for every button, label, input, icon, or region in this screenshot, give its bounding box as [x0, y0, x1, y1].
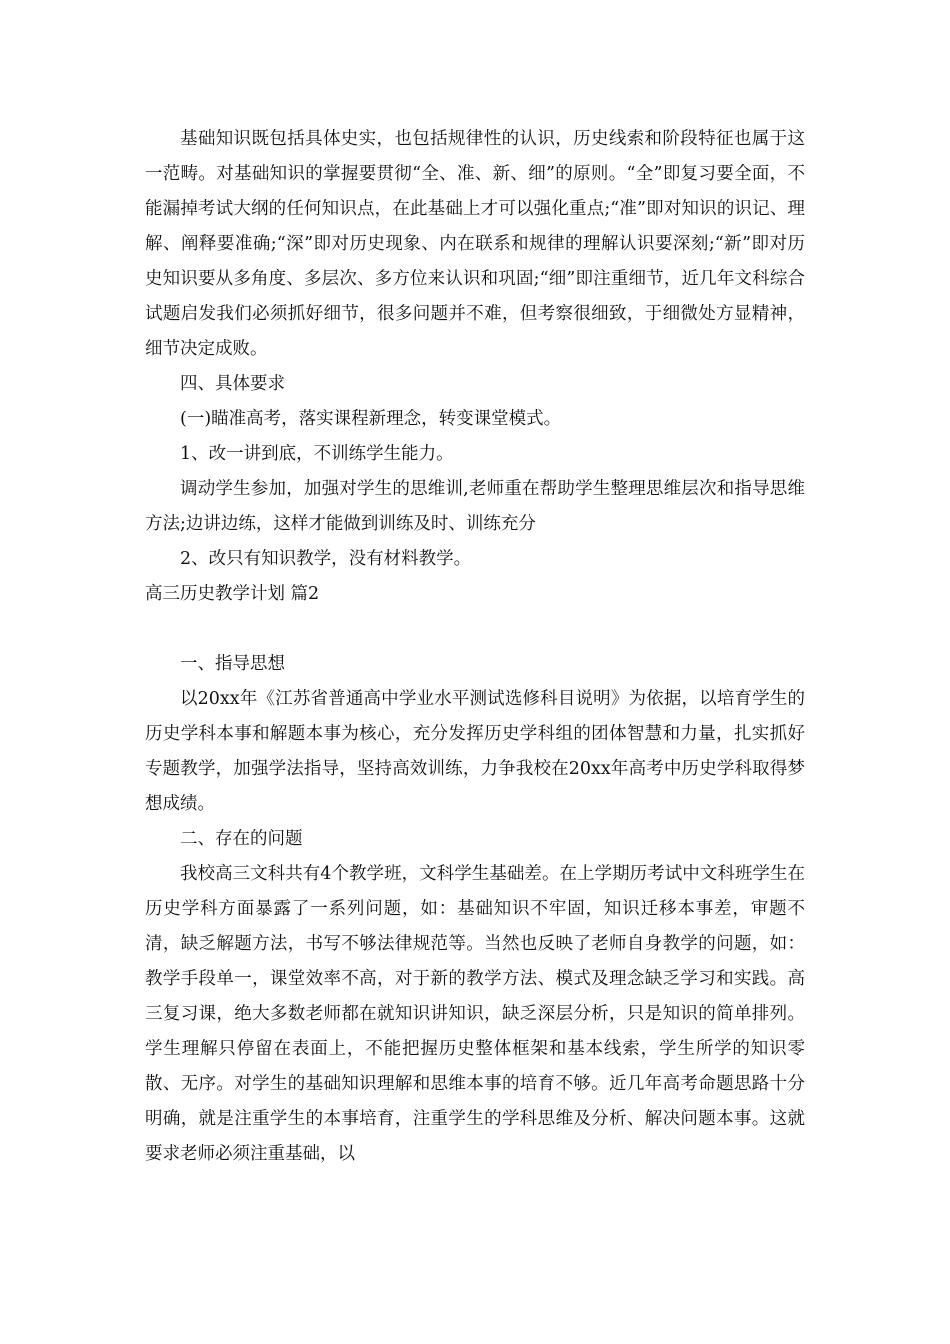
section-heading-problems: 二、存在的问题: [180, 829, 303, 849]
section-heading-guiding-ideology: 一、指导思想: [180, 654, 285, 674]
section-heading-requirements: 四、具体要求: [180, 374, 285, 394]
paragraph-basic-knowledge: 基础知识既包括具体史实，也包括规律性的认识，历史线索和阶段特征也属于这一范畴。对基础知识的掌握要贯彻“全、准、新、细”的原则。“全”即复习要全面，不能漏掉考试大纲的任何知识点，在此基础上才可以强化重点;“准”即对知识的识记、理解、阐释要准确;“深”即对历史现象、内在联系和规律的理解认识要深刻;“新”即对历史知识要从多角度、多层次、多方位来认识和巩固;“细”即注重细节，近几年文科综合试题启发我们必须抓好细节，很多问题并不难，但考察很细致，于细微处方显精神，细节决定成败。: [145, 129, 805, 359]
document-body: [145, 122, 805, 1172]
paragraph-guiding-ideology: 以20xx年《江苏省普通高中学业水平测试选修科目说明》为依据，以培育学生的历史学科本事和解题本事为核心，充分发挥历史学科组的团体智慧和力量，扎实抓好专题教学，加强学法指导，坚持高效训练，力争我校在20xx年高考中历史学科取得梦想成绩。: [145, 689, 805, 814]
paragraph-problems: 我校高三文科共有4个教学班，文科学生基础差。在上学期历考试中文科班学生在历史学科方面暴露了一系列问题，如：基础知识不牢固，知识迁移本事差，审题不清，缺乏解题方法，书写不够法律规范等。当然也反映了老师自身教学的问题，如：教学手段单一，课堂效率不高，对于新的教学方法、模式及理念缺乏学习和实践。高三复习课，绝大多数老师都在就知识讲知识，缺乏深层分析，只是知识的简单排列。学生理解只停留在表面上，不能把握历史整体框架和基本线索，学生所学的知识零散、无序。对学生的基础知识理解和思维本事的培育不够。近几年高考命题思路十分明确，就是注重学生的本事培育，注重学生的学科思维及分析、解决问题本事。这就要求老师必须注重基础，以: [145, 864, 805, 1164]
article-title: 高三历史教学计划 篇2: [145, 584, 320, 604]
blank-line: [145, 612, 805, 647]
subheading-target-exam: (一)瞄准高考，落实课程新理念，转变课堂模式。: [180, 409, 562, 429]
paragraph-student-participation: 调动学生参加，加强对学生的思维训,老师重在帮助学生整理思维层次和指导思维方法;边讲边练，这样才能做到训练及时、训练充分: [145, 479, 805, 534]
list-item-2: 2、改只有知识教学，没有材料教学。: [180, 549, 472, 569]
list-item-1: 1、改一讲到底，不训练学生能力。: [180, 444, 454, 464]
